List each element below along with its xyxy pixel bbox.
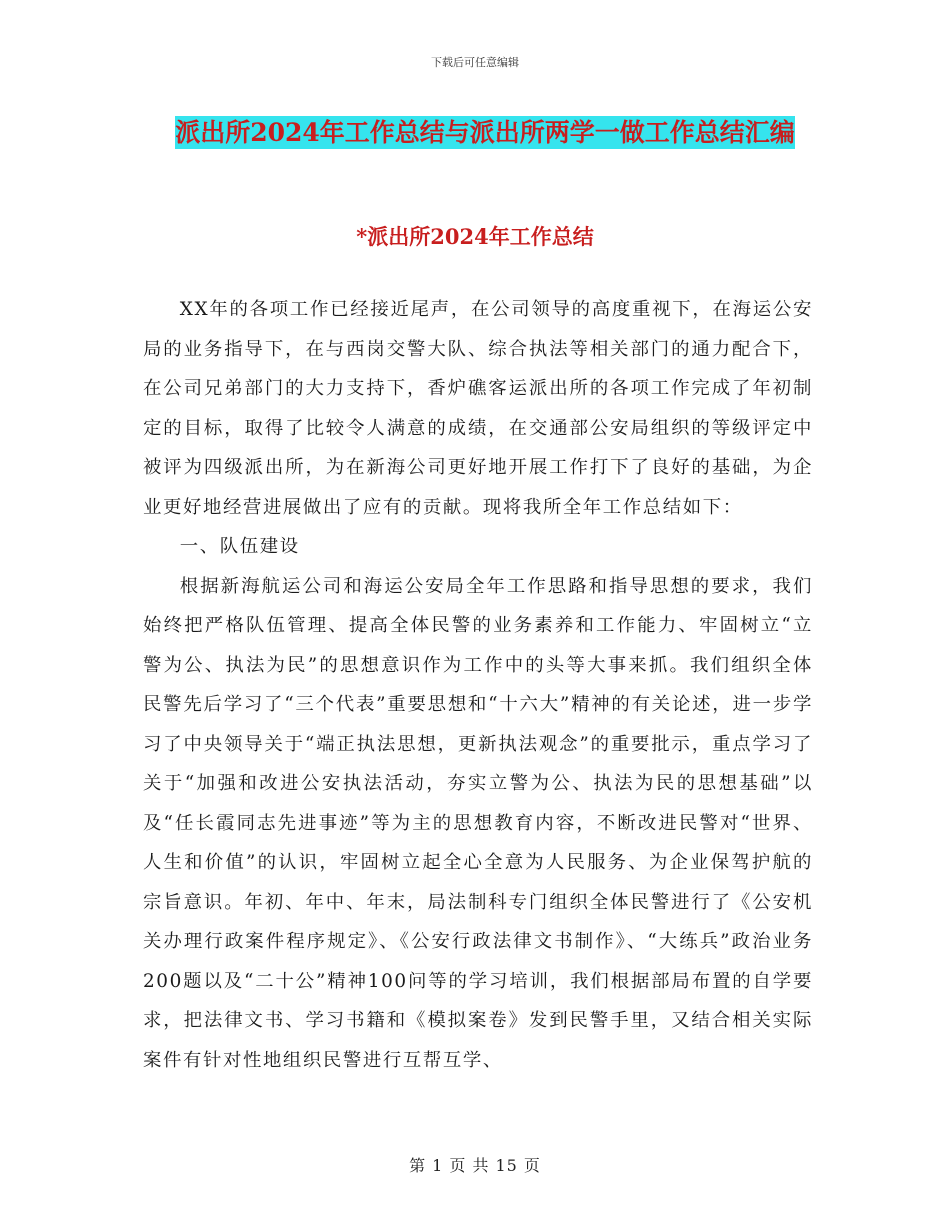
document-body <box>143 290 813 1080</box>
page-header-note: 下载后可任意编辑 <box>431 56 519 69</box>
footer-label-total: 共 <box>472 1156 490 1175</box>
footer-label-unit: 页 <box>449 1156 467 1175</box>
body-paragraph: XX年的各项工作已经接近尾声，在公司领导的高度重视下，在海运公安局的业务指导下，在与西岗交警大队、综合执法等相关部门的通力配合下，在公司兄弟部门的大力支持下，香炉礁客运派出所的各项工作完成了年初制定的目标，取得了比较令人满意的成绩，在交通部公安局组织的等级评定中被评为四级派出所，为在新海公司更好地开展工作打下了良好的基础，为企业更好地经营进展做出了应有的贡献。现将我所全年工作总结如下： <box>143 299 813 518</box>
page-footer <box>0 1153 950 1176</box>
footer-current-page: 1 <box>432 1156 444 1175</box>
document-title <box>140 110 830 156</box>
footer-label-page: 第 <box>409 1156 427 1175</box>
document-title-text: 派出所2024年工作总结与派出所两学一做工作总结汇编 <box>175 118 795 147</box>
section-heading: 一、队伍建设 <box>179 536 300 557</box>
section-title: *派出所2024年工作总结 <box>356 224 594 249</box>
body-paragraph: 根据新海航运公司和海运公安局全年工作思路和指导思想的要求，我们始终把严格队伍管理、提高全体民警的业务素养和工作能力、牢固树立“立警为公、执法为民”的思想意识作为工作中的头等大事来抓。我们组织全体民警先后学习了“三个代表”重要思想和“十六大”精神的有关论述，进一步学习了中央领导关于“端正执法思想，更新执法观念”的重要批示，重点学习了关于“加强和改进公安执法活动，夯实立警为公、执法为民的思想基础”以及“任长霞同志先进事迹”等为主的思想教育内容，不断改进民警对“世界、人生和价值”的认识，牢固树立起全心全意为人民服务、为企业保驾护航的宗旨意识。年初、年中、年末，局法制科专门组织全体民警进行了《公安机关办理行政案件程序规定》、《公安行政法律文书制作》、“大练兵”政治业务200题以及“二十公”精神100问等的学习培训，我们根据部局布置的自学要求，把法律文书、学习书籍和《模拟案卷》发到民警手里，又结合相关实际案件有针对性地组织民警进行互帮互学、 <box>143 575 813 1071</box>
footer-label-unit: 页 <box>523 1156 541 1175</box>
footer-total-pages: 15 <box>495 1156 518 1175</box>
